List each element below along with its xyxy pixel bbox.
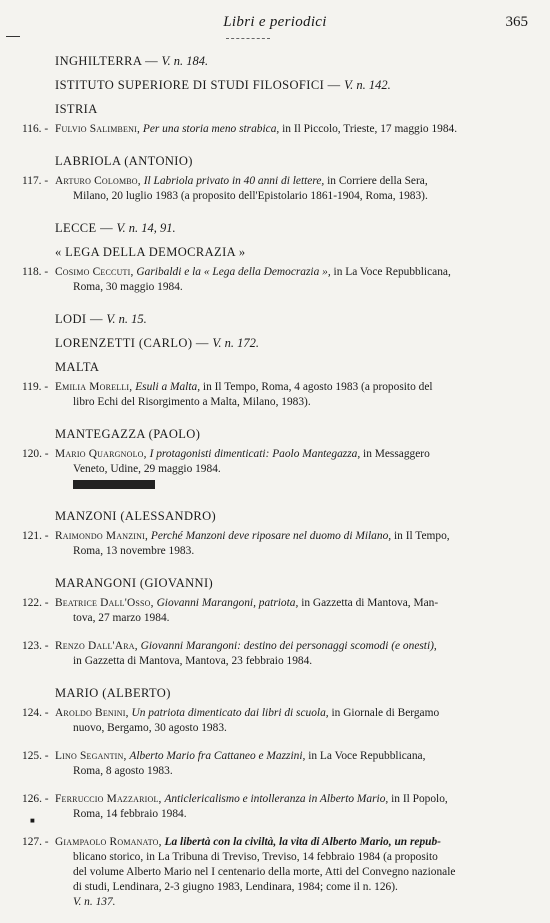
entry-source: in La Voce Repubblicana, — [333, 266, 451, 278]
bibliography-entry-119 — [0, 380, 550, 410]
entry-number: 127. - — [22, 836, 49, 848]
bibliography-entry-121 — [0, 529, 550, 559]
entry-author: Renzo Dall'Ara, — [55, 640, 138, 652]
entry-continuation: Veneto, Udine, 29 maggio 1984. — [55, 462, 540, 492]
section-heading-inghilterra: INGHILTERRA — V. n. 184. — [55, 54, 209, 68]
entry-author: Fulvio Salimbeni, — [55, 123, 141, 135]
entry-continuation: tova, 27 marzo 1984. — [73, 612, 170, 624]
entry-title: I protagonisti dimenticati: Paolo Mantegazza, — [149, 448, 361, 460]
section-heading-manzoni: MANZONI (ALESSANDRO) — [55, 509, 217, 523]
bibliography-entry-127 — [0, 835, 550, 910]
entry-continuation: Roma, 13 novembre 1983. — [73, 545, 195, 557]
bibliography-list — [0, 50, 550, 923]
cross-reference: V. n. 137. — [73, 896, 116, 908]
entry-number: 126. - — [22, 793, 49, 805]
entry-continuation: blicano storico, in La Tribuna di Treviso, Treviso, 14 febbraio 1984 (a proposito — [73, 851, 438, 863]
entry-number: 124. - — [22, 707, 49, 719]
bibliography-entry-123 — [0, 639, 550, 669]
entry-number: 122. - — [22, 597, 49, 609]
entry-title: Il Labriola privato in 40 anni di lettere, — [143, 175, 325, 187]
section-heading-lega: « LEGA DELLA DEMOCRAZIA » — [55, 245, 246, 259]
entry-continuation: libro Echi del Risorgimento a Malta, Milano, 1983). — [73, 396, 311, 408]
header-ornament — [226, 38, 270, 39]
entry-source: in Gazzetta di Mantova, Man- — [301, 597, 439, 609]
header-rule — [6, 36, 20, 37]
entry-continuation: Roma, 14 febbraio 1984. — [73, 808, 187, 820]
entry-number: 119. - — [22, 381, 49, 393]
running-head — [0, 14, 550, 36]
entry-title: Esuli a Malta, — [135, 381, 201, 393]
entry-source: in Il Tempo, — [393, 530, 450, 542]
section-heading-malta: MALTA — [55, 360, 100, 374]
bibliography-entry-122 — [0, 596, 550, 626]
entry-continuation: Milano, 20 luglio 1983 (a proposito dell'Epistolario 1861-1904, Roma, 1983). — [73, 190, 428, 202]
bibliography-entry-118 — [0, 265, 550, 295]
entry-source: in Corriere della Sera, — [327, 175, 428, 187]
entry-continuation: nuovo, Bergamo, 30 agosto 1983. — [73, 722, 227, 734]
entry-title: Un patriota dimenticato dai libri di scuola, — [131, 707, 329, 719]
entry-author: Giampaolo Romanato, — [55, 836, 162, 848]
entry-author: Beatrice Dall'Osso, — [55, 597, 154, 609]
entry-number: 117. - — [22, 175, 49, 187]
entry-title: Giovanni Marangoni: destino dei personaggi scomodi (e onesti), — [140, 640, 437, 652]
section-heading-istituto: ISTITUTO SUPERIORE DI STUDI FILOSOFICI — V. n. 142. — [55, 78, 391, 92]
entry-author: Mario Quargnolo, — [55, 448, 147, 460]
running-title: Libri e periodici — [223, 14, 327, 30]
section-heading-lorenzetti: LORENZETTI (CARLO) — V. n. 172. — [55, 336, 259, 350]
page-number: 365 — [505, 14, 528, 30]
entry-author: Emilia Morelli, — [55, 381, 133, 393]
entry-number: 120. - — [22, 448, 49, 460]
entry-source: in Giornale di Bergamo — [331, 707, 440, 719]
section-heading-lecce: LECCE — V. n. 14, 91. — [55, 221, 176, 235]
entry-title: La libertà con la civiltà, la vita di Alberto Mario, un repub- — [164, 836, 441, 848]
entry-title: Alberto Mario fra Cattaneo e Mazzini, — [129, 750, 306, 762]
entry-author: Cosimo Ceccuti, — [55, 266, 134, 278]
entry-title: Garibaldi e la « Lega della Democrazia », — [136, 266, 331, 278]
entry-source: in Messaggero — [363, 448, 430, 460]
section-heading-mantegazza: MANTEGAZZA (PAOLO) — [55, 427, 201, 441]
bibliography-entry-124 — [0, 706, 550, 736]
section-heading-marangoni: MARANGONI (GIOVANNI) — [55, 576, 214, 590]
margin-mark: ■ — [30, 816, 35, 825]
entry-source: in Il Popolo, — [391, 793, 448, 805]
entry-number: 123. - — [22, 640, 49, 652]
entry-title: Giovanni Marangoni, patriota, — [156, 597, 299, 609]
section-heading-istria: ISTRIA — [55, 102, 98, 116]
section-heading-mario: MARIO (ALBERTO) — [55, 686, 171, 700]
entry-author: Arturo Colombo, — [55, 175, 141, 187]
entry-continuation: Roma, 8 agosto 1983. — [73, 765, 173, 777]
entry-source: in Il Piccolo, Trieste, 17 maggio 1984. — [282, 123, 458, 135]
section-heading-lodi: LODI — V. n. 15. — [55, 312, 147, 326]
entry-continuation: di studi, Lendinara, 2-3 giugno 1983, Lendinara, 1984; come il n. 126). — [73, 881, 398, 893]
entry-number: 116. - — [22, 123, 49, 135]
entry-source: in La Voce Repubblicana, — [308, 750, 426, 762]
bibliography-entry-125 — [0, 749, 550, 779]
bibliography-entry-120 — [0, 447, 550, 492]
bibliography-entry-126 — [0, 792, 550, 825]
bibliography-entry-117 — [0, 174, 550, 204]
entry-author: Ferruccio Mazzariol, — [55, 793, 162, 805]
entry-continuation: in Gazzetta di Mantova, Mantova, 23 febbraio 1984. — [73, 655, 313, 667]
entry-author: Raimondo Manzini, — [55, 530, 149, 542]
section-heading-labriola: LABRIOLA (ANTONIO) — [55, 154, 193, 168]
entry-author: Aroldo Benini, — [55, 707, 129, 719]
entry-number: 121. - — [22, 530, 49, 542]
entry-number: 118. - — [22, 266, 49, 278]
entry-title: Perché Manzoni deve riposare nel duomo di Milano, — [150, 530, 392, 542]
entry-continuation: Roma, 30 maggio 1984. — [73, 281, 183, 293]
entry-title: Per una storia meno strabica, — [142, 123, 280, 135]
entry-source: in Il Tempo, Roma, 4 agosto 1983 (a proposito del — [202, 381, 433, 393]
entry-author: Lino Segantin, — [55, 750, 127, 762]
entry-number: 125. - — [22, 750, 49, 762]
entry-continuation: del volume Alberto Mario nel I centenario della morte, Atti del Convegno nazionale — [73, 866, 456, 878]
bibliography-entry-116 — [0, 122, 550, 137]
entry-title: Anticlericalismo e intolleranza in Alberto Mario, — [164, 793, 389, 805]
redaction-mark — [73, 480, 155, 489]
